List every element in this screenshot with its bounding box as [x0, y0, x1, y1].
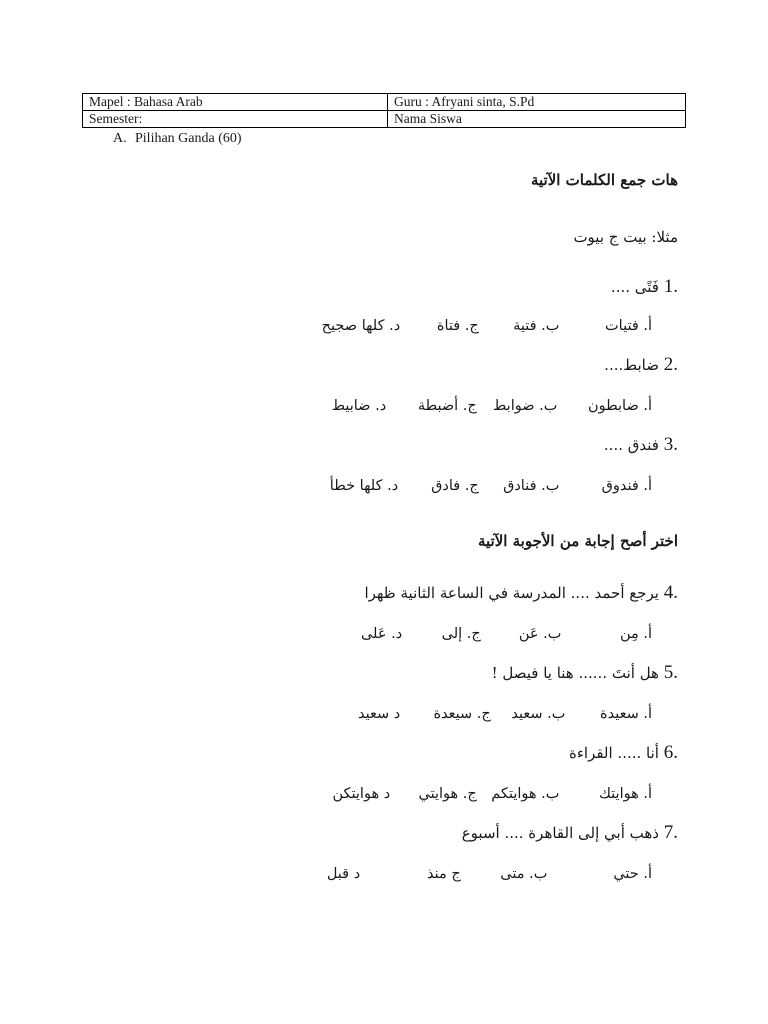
question-6-number: 6. — [663, 742, 678, 763]
section-a-letter: A. — [113, 131, 127, 146]
question-5-text: هل أنتَ ...... هنا يا فيصل ! — [491, 664, 659, 682]
question-3 — [604, 434, 678, 456]
question-5 — [492, 662, 678, 684]
header-row-1 — [83, 94, 686, 111]
question-6-text: أنا ..... القراءة — [568, 744, 659, 762]
question-1-text: فَتًى .... — [610, 278, 659, 296]
semester-cell: Semester: — [83, 111, 388, 128]
question-4 — [364, 582, 678, 604]
option-a[interactable]: أ. فتيات — [605, 318, 652, 334]
option-c[interactable]: ج منذ — [427, 866, 461, 882]
option-d[interactable]: د سعيد — [357, 706, 401, 722]
question-3-number: 3. — [663, 434, 678, 455]
option-d[interactable]: د. كلها خطأ — [329, 478, 399, 494]
option-b[interactable]: ب. فنادق — [503, 478, 560, 494]
option-b[interactable]: ب. متى — [500, 866, 548, 882]
option-b[interactable]: ب. فتية — [513, 318, 560, 334]
question-1-options — [322, 318, 652, 334]
question-4-text: يرجع أحمد .... المدرسة في الساعة الثانية ظهرا — [364, 584, 659, 602]
option-c[interactable]: ج. فتاة — [436, 318, 479, 334]
part1-heading: هات جمع الكلمات الآتية — [530, 171, 678, 189]
student-name-cell: Nama Siswa — [388, 111, 686, 128]
question-7 — [462, 822, 678, 844]
option-b[interactable]: ب. سعيد — [511, 706, 566, 722]
question-2 — [604, 354, 678, 376]
question-1 — [611, 276, 678, 298]
question-4-number: 4. — [663, 582, 678, 603]
option-c[interactable]: ج. أضبطة — [417, 398, 477, 414]
option-b[interactable]: ب. ضوابط — [492, 398, 558, 414]
question-2-text: ضابط.... — [604, 356, 659, 374]
question-7-text: ذهب أبي إلى القاهرة .... أسبوع — [461, 824, 659, 842]
option-d[interactable]: د هوايتكن — [332, 786, 391, 802]
section-a-label: Pilihan Ganda (60) — [135, 131, 242, 146]
option-a[interactable]: أ. فندوق — [601, 478, 652, 494]
option-d[interactable]: د قبل — [326, 866, 361, 882]
question-6 — [569, 742, 678, 764]
question-7-number: 7. — [663, 822, 678, 843]
part1-example: مثلا: بيت ج بيوت — [573, 228, 678, 246]
option-c[interactable]: ج. فادق — [431, 478, 479, 494]
question-5-options — [358, 706, 652, 722]
option-a[interactable]: أ. مِن — [619, 626, 652, 642]
question-4-options — [361, 626, 652, 642]
option-c[interactable]: ج. هوايتي — [418, 786, 477, 802]
question-3-text: فندق .... — [603, 436, 659, 454]
option-d[interactable]: د. ضابيط — [331, 398, 387, 414]
option-d[interactable]: د. عَلى — [360, 626, 403, 642]
header-row-2 — [83, 111, 686, 128]
section-a-title — [113, 131, 242, 147]
option-b[interactable]: ب. هوايتكم — [491, 786, 560, 802]
subject-cell: Mapel : Bahasa Arab — [83, 94, 388, 111]
part2-heading: اختر أصح إجابة من الأجوبة الآتية — [477, 532, 678, 550]
question-2-options — [332, 398, 652, 414]
option-a[interactable]: أ. ضابطون — [587, 398, 652, 414]
option-a[interactable]: أ. سعيدة — [600, 706, 652, 722]
question-2-number: 2. — [663, 354, 678, 375]
header-table — [82, 93, 686, 128]
option-d[interactable]: د. كلها صجيح — [321, 318, 401, 334]
option-c[interactable]: ج. إلى — [441, 626, 481, 642]
question-3-options — [330, 478, 652, 494]
option-c[interactable]: ج. سيعدة — [433, 706, 491, 722]
option-a[interactable]: أ. هوايتك — [598, 786, 652, 802]
question-7-options — [327, 866, 652, 882]
option-a[interactable]: أ. حتي — [613, 866, 652, 882]
option-b[interactable]: ب. عَن — [518, 626, 562, 642]
question-1-number: 1. — [663, 276, 678, 297]
teacher-cell: Guru : Afryani sinta, S.Pd — [388, 94, 686, 111]
question-5-number: 5. — [663, 662, 678, 683]
question-6-options — [332, 786, 652, 802]
